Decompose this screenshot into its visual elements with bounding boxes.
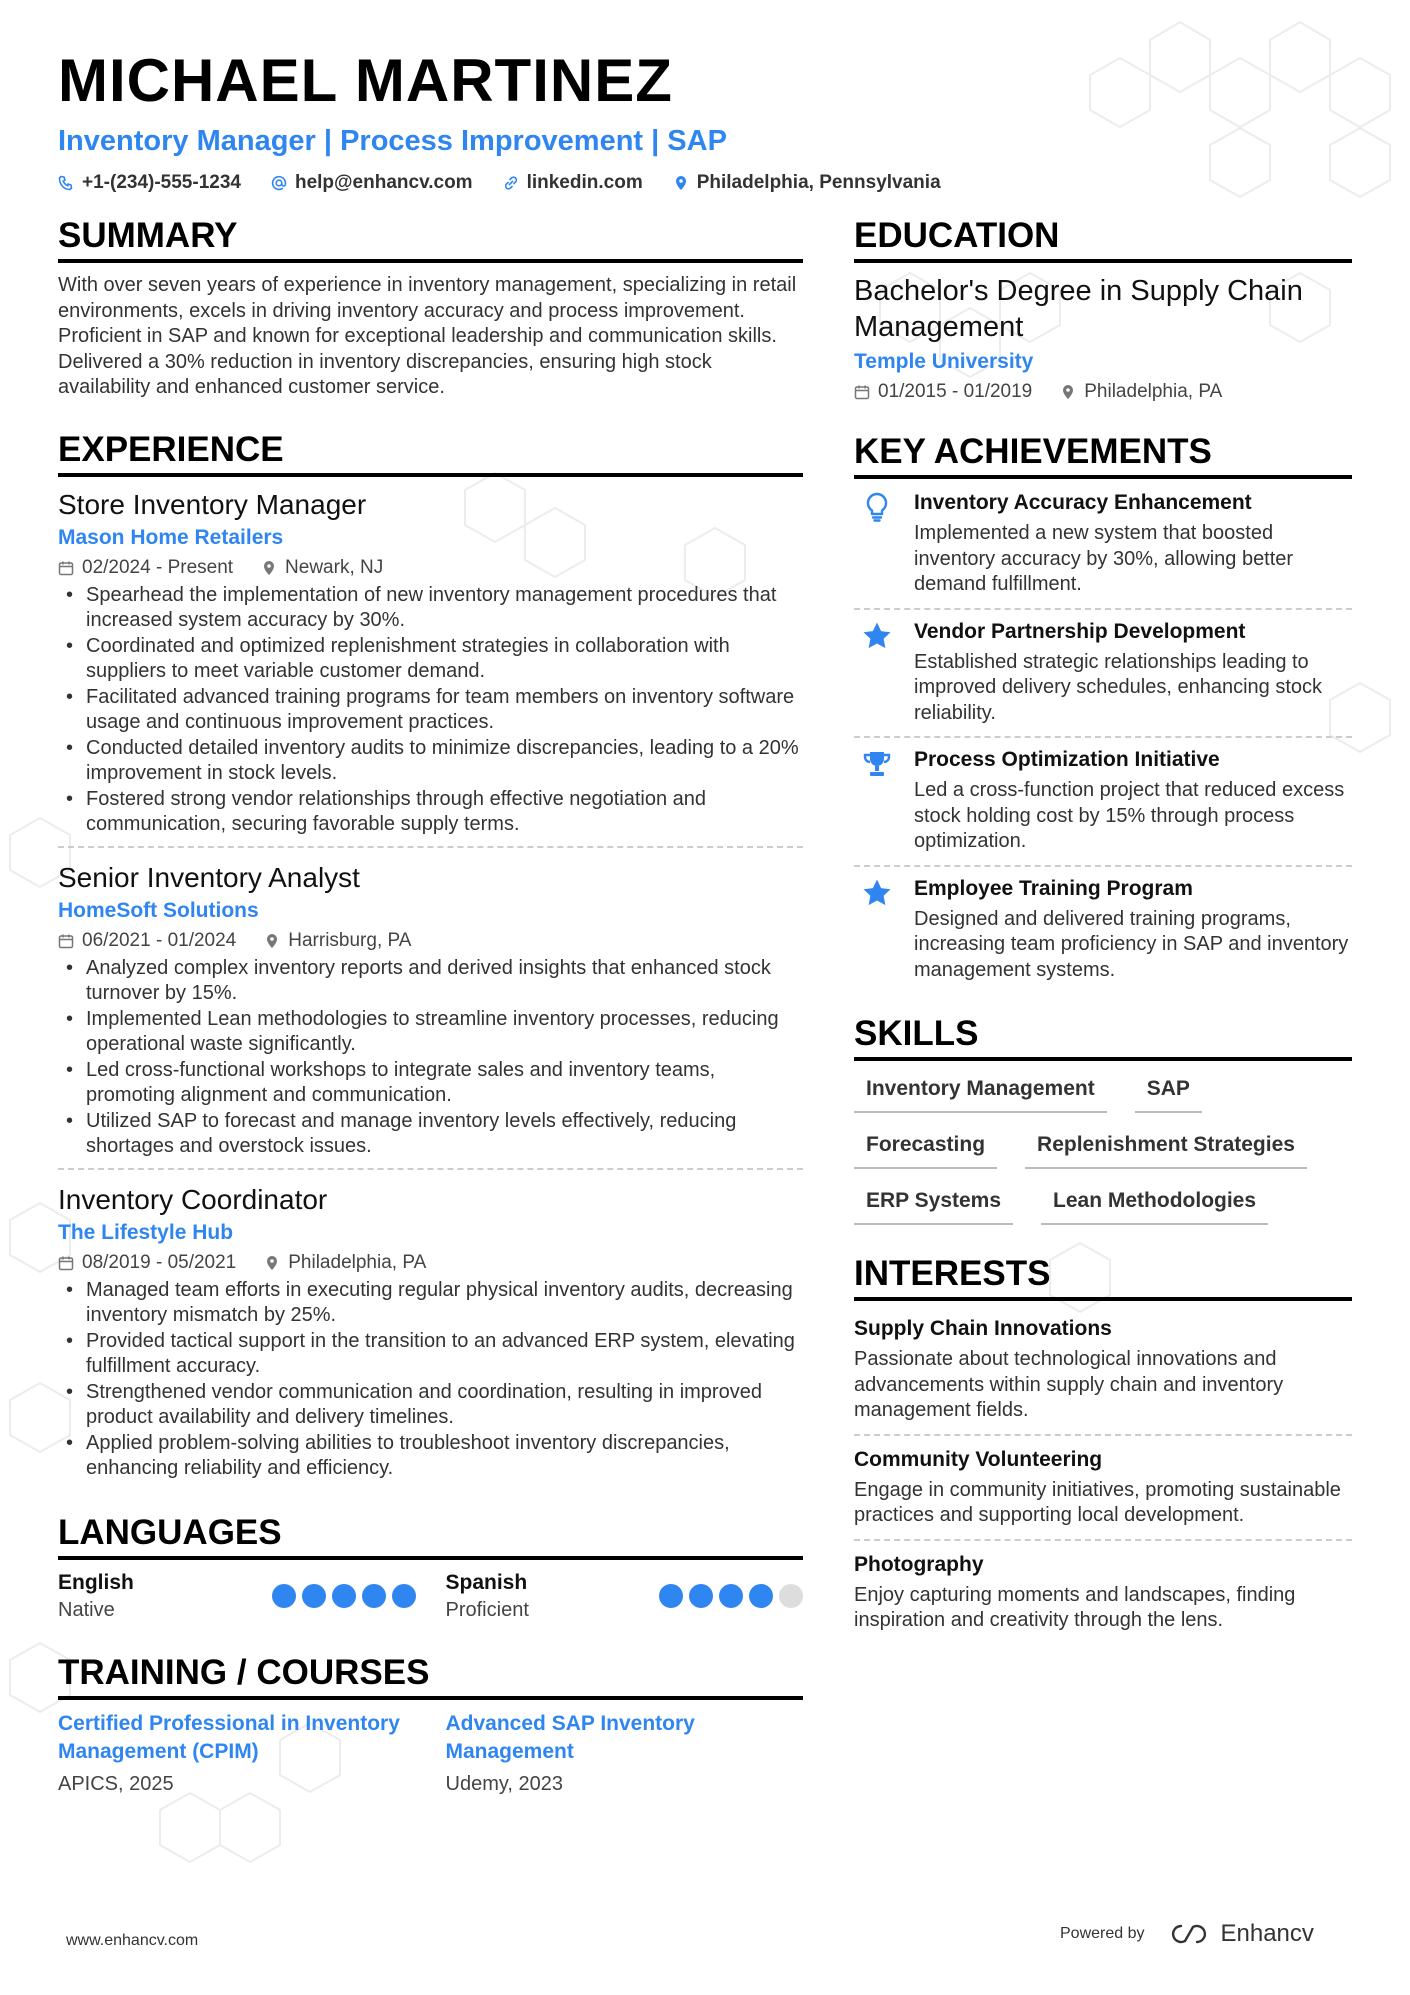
job-meta	[58, 1248, 803, 1278]
courses-grid	[58, 1710, 803, 1800]
brand-name: Enhancv	[1220, 1920, 1314, 1947]
interest-item	[854, 1547, 1352, 1644]
rating-dot	[332, 1584, 356, 1608]
location-text: Philadelphia, Pennsylvania	[696, 172, 941, 193]
rating-dot	[362, 1584, 386, 1608]
job-location: Philadelphia, PA	[288, 1251, 427, 1273]
location-pin-icon	[673, 175, 689, 191]
phone-icon	[58, 175, 74, 191]
rating-dot	[659, 1584, 683, 1608]
achievement-description: Designed and delivered training programs, increasing team proficiency in SAP and inventory management systems.	[914, 907, 1349, 981]
bullet-item: • Analyzed complex inventory reports and derived insights that enhanced stock turnover by 15%.	[58, 956, 803, 1007]
lightbulb-icon	[861, 491, 893, 523]
languages-grid	[58, 1570, 803, 1624]
education-school: Temple University	[854, 350, 1034, 373]
interest-description: Engage in community initiatives, promoting sustainable practices and supporting local development.	[854, 1478, 1341, 1526]
bullet-item: • Strengthened vendor communication and coordination, resulting in improved product availability and delivery timelines.	[58, 1380, 803, 1431]
interests-section	[854, 1253, 1352, 1644]
achievement-description: Led a cross-function project that reduced excess stock holding cost by 15% through process optimization.	[914, 779, 1345, 852]
bullet-item: • Coordinated and optimized replenishment strategies in collaboration with suppliers to meet variable customer demand.	[58, 634, 803, 685]
star-icon	[861, 620, 893, 652]
interest-title: Community Volunteering	[854, 1447, 1103, 1471]
interest-description: Passionate about technological innovations and advancements within supply chain and inventory management fields.	[854, 1348, 1284, 1421]
job-dates: 06/2021 - 01/2024	[82, 929, 237, 951]
star-icon	[861, 877, 893, 909]
language-rating	[659, 1584, 803, 1608]
job-meta	[58, 553, 803, 583]
education-dates: 01/2015 - 01/2019	[878, 381, 1033, 402]
calendar-icon	[58, 933, 74, 949]
education-section	[854, 215, 1352, 407]
job-bullets	[58, 1278, 803, 1482]
language-level: Native	[58, 1598, 115, 1621]
job-title: Senior Inventory Analyst	[58, 861, 360, 893]
language-item	[446, 1570, 804, 1624]
bullet-item: • Spearhead the implementation of new inventory management procedures that increased system accuracy by 30%.	[58, 583, 803, 634]
achievement-title: Process Optimization Initiative	[914, 748, 1220, 771]
achievement-description: Implemented a new system that boosted inventory accuracy by 30%, allowing better demand fulfillment.	[914, 522, 1294, 595]
skills-section	[854, 1013, 1352, 1225]
skill-tag: ERP Systems	[854, 1183, 1013, 1225]
contact-linkedin[interactable]	[503, 172, 643, 194]
skill-tag: SAP	[1135, 1071, 1202, 1113]
experience-heading: EXPERIENCE	[58, 429, 803, 477]
summary-heading: SUMMARY	[58, 215, 803, 263]
languages-section	[58, 1512, 803, 1624]
bullet-item: • Applied problem-solving abilities to troubleshoot inventory discrepancies, enhancing reliability and efficiency.	[58, 1431, 803, 1482]
rating-dot	[392, 1584, 416, 1608]
job-bullets	[58, 583, 803, 838]
achievement-title: Vendor Partnership Development	[914, 619, 1246, 643]
location-pin-icon	[264, 933, 280, 949]
rating-dot	[272, 1584, 296, 1608]
bullet-item: • Implemented Lean methodologies to streamline inventory processes, reducing operational waste significantly.	[58, 1007, 803, 1058]
phone-text: +1-(234)-555-1234	[82, 172, 241, 193]
job-meta	[58, 926, 803, 956]
achievement-title: Inventory Accuracy Enhancement	[914, 491, 1252, 514]
skill-tag: Forecasting	[854, 1127, 997, 1169]
job-dates: 02/2024 - Present	[82, 556, 234, 578]
company-name: The Lifestyle Hub	[58, 1220, 234, 1244]
skills-list	[854, 1071, 1352, 1225]
resume-header	[58, 46, 1358, 194]
job-entry	[58, 487, 803, 848]
job-title: Inventory Coordinator	[58, 1183, 328, 1215]
trophy-icon	[861, 748, 893, 780]
training-section	[58, 1652, 803, 1800]
education-location: Philadelphia, PA	[1084, 381, 1223, 402]
rating-dot	[779, 1584, 803, 1608]
bullet-item: • Managed team efforts in executing regular physical inventory audits, decreasing inventory mismatch by 25%.	[58, 1278, 803, 1329]
footer-website[interactable]: www.enhancv.com	[66, 1932, 199, 1949]
location-pin-icon	[264, 1255, 280, 1271]
bullet-item: • Facilitated advanced training programs for team members on inventory software usage and continuous improvement practices.	[58, 685, 803, 736]
interest-title: Photography	[854, 1552, 984, 1576]
enhancv-logo[interactable]	[1167, 1920, 1314, 1948]
candidate-role: Inventory Manager | Process Improvement | SAP	[58, 125, 727, 157]
experience-section	[58, 429, 803, 1490]
interest-item	[854, 1311, 1352, 1436]
summary-text: With over seven years of experience in inventory management, specializing in retail environments, excels in driving inventory accuracy and process improvement. Proficient in SAP and known for exceptional leadership and communication skills. Delivered a 30% reduction in inventory discrepancies, ensuring high stock availability and enhanced customer service.	[58, 274, 797, 398]
bullet-item: • Provided tactical support in the transition to an advanced ERP system, elevating fulfillment accuracy.	[58, 1329, 803, 1380]
language-name: English	[58, 1570, 134, 1594]
languages-heading: LANGUAGES	[58, 1512, 803, 1560]
bullet-item: • Conducted detailed inventory audits to minimize discrepancies, leading to a 20% improvement in stock levels.	[58, 736, 803, 787]
summary-section	[58, 215, 803, 401]
course-provider: Udemy, 2023	[445, 1772, 563, 1795]
skill-tag: Replenishment Strategies	[1025, 1127, 1307, 1169]
job-bullets	[58, 956, 803, 1160]
language-name: Spanish	[445, 1570, 528, 1594]
link-icon	[503, 175, 519, 191]
interest-description: Enjoy capturing moments and landscapes, finding inspiration and creativity through the lens.	[854, 1583, 1296, 1631]
job-title: Store Inventory Manager	[58, 488, 367, 520]
skill-tag: Inventory Management	[854, 1071, 1107, 1113]
interest-title: Supply Chain Innovations	[854, 1317, 1112, 1340]
achievement-item	[854, 481, 1352, 610]
linkedin-text: linkedin.com	[526, 172, 643, 193]
right-column	[854, 215, 1352, 1672]
interest-item	[854, 1442, 1352, 1541]
achievement-item	[854, 738, 1352, 867]
contact-location	[673, 172, 941, 194]
contact-email[interactable]	[271, 172, 473, 194]
achievements-section	[854, 431, 1352, 993]
achievement-title: Employee Training Program	[914, 876, 1193, 900]
job-entry	[58, 1182, 803, 1490]
job-location: Harrisburg, PA	[288, 929, 412, 951]
contact-bar	[58, 172, 1358, 194]
enhancv-logo-icon	[1167, 1922, 1211, 1946]
language-level: Proficient	[445, 1598, 529, 1621]
job-entry	[58, 860, 803, 1170]
course-item	[58, 1710, 416, 1800]
email-text: help@enhancv.com	[294, 172, 473, 193]
course-title: Advanced SAP Inventory Management	[445, 1711, 695, 1763]
education-meta	[854, 377, 1352, 407]
training-heading: TRAINING / COURSES	[58, 1652, 803, 1700]
rating-dot	[689, 1584, 713, 1608]
at-icon	[271, 175, 287, 191]
contact-phone[interactable]	[58, 172, 241, 194]
footer-branding	[1060, 1920, 1314, 1948]
skills-heading: SKILLS	[854, 1013, 1352, 1061]
rating-dot	[302, 1584, 326, 1608]
education-degree: Bachelor's Degree in Supply Chain Management	[854, 275, 1303, 343]
calendar-icon	[854, 384, 870, 400]
achievements-heading: KEY ACHIEVEMENTS	[854, 431, 1352, 479]
location-pin-icon	[1060, 384, 1076, 400]
powered-by-text: Powered by	[1060, 1925, 1145, 1942]
achievement-item	[854, 867, 1352, 994]
course-title: Certified Professional in Inventory Management (CPIM)	[58, 1711, 400, 1763]
bullet-item: • Fostered strong vendor relationships through effective negotiation and communication, securing favorable supply terms.	[58, 787, 803, 838]
job-dates: 08/2019 - 05/2021	[82, 1251, 237, 1273]
bullet-item: • Led cross-functional workshops to integrate sales and inventory teams, promoting alignment and communication.	[58, 1058, 803, 1109]
job-location: Newark, NJ	[285, 556, 384, 578]
rating-dot	[749, 1584, 773, 1608]
skill-tag: Lean Methodologies	[1041, 1183, 1268, 1225]
education-heading: EDUCATION	[854, 215, 1352, 263]
company-name: Mason Home Retailers	[58, 525, 284, 549]
bullet-item: • Utilized SAP to forecast and manage inventory levels effectively, reducing shortages and overstock issues.	[58, 1109, 803, 1160]
calendar-icon	[58, 1255, 74, 1271]
location-pin-icon	[261, 560, 277, 576]
course-provider: APICS, 2025	[58, 1772, 174, 1795]
left-column	[58, 215, 803, 1828]
rating-dot	[719, 1584, 743, 1608]
language-rating	[272, 1584, 416, 1608]
achievement-item	[854, 610, 1352, 739]
achievement-description: Established strategic relationships leading to improved delivery schedules, enhancing stock reliability.	[914, 650, 1322, 724]
candidate-name: MICHAEL MARTINEZ	[58, 47, 673, 114]
calendar-icon	[58, 560, 74, 576]
company-name: HomeSoft Solutions	[58, 898, 259, 922]
interests-heading: INTERESTS	[854, 1253, 1352, 1301]
language-item	[58, 1570, 416, 1624]
course-item	[446, 1710, 804, 1800]
